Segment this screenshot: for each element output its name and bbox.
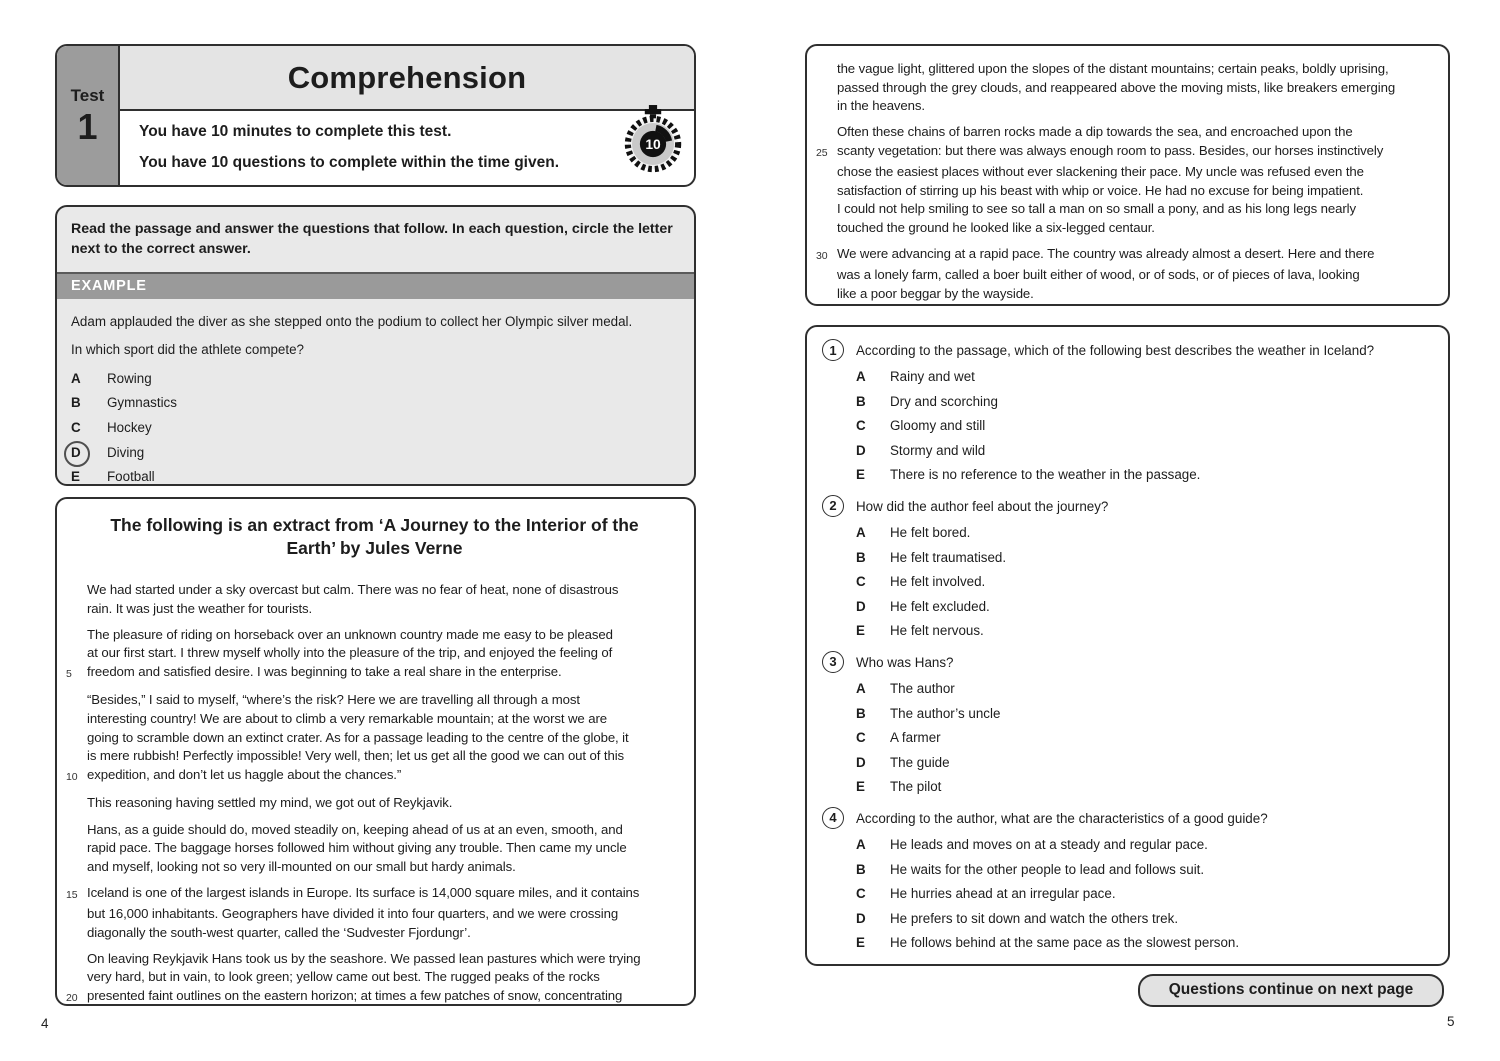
option-letter: B xyxy=(856,861,866,877)
passage-line-text: freedom and satisfied desire. I was beginning to take a real share in the enterprise. xyxy=(87,663,562,679)
answer-option xyxy=(856,931,1438,956)
passage-line-text: Often these chains of barren rocks made a dip towards the sea, and encroached upon the xyxy=(837,124,1353,140)
option-letter: D xyxy=(856,442,866,458)
passage-line xyxy=(813,245,1442,266)
passage-line-text: On leaving Reykjavik Hans took us by the seashore. We passed lean pastures which were trying xyxy=(87,950,641,966)
passage-line-text: “Besides,” I said to myself, “where’s the risk? Here we are travelling all through a most xyxy=(87,692,580,708)
option-text: Rowing xyxy=(107,370,152,386)
option-text: Gloomy and still xyxy=(890,418,986,434)
passage-line xyxy=(63,821,686,840)
passage-line xyxy=(63,581,686,600)
passage-paragraph xyxy=(63,626,686,684)
option-text: Football xyxy=(107,469,155,485)
answer-option xyxy=(856,414,1438,439)
option-letter: E xyxy=(856,779,865,795)
question-options xyxy=(822,833,1438,956)
passage-box xyxy=(55,497,696,1006)
option-letter: A xyxy=(856,680,866,696)
rubric-line-2: You have 10 questions to complete within the time given. xyxy=(139,154,560,171)
passage-line-text: This reasoning having settled my mind, we got out of Reykjavik. xyxy=(87,795,453,811)
passage-line xyxy=(63,747,686,766)
option-letter: C xyxy=(71,419,81,435)
line-number: 30 xyxy=(816,250,828,263)
line-number xyxy=(63,924,87,943)
line-number xyxy=(63,905,87,924)
line-number: 10 xyxy=(66,771,78,784)
answer-option xyxy=(856,833,1438,858)
line-number xyxy=(63,729,87,748)
question-text: According to the author, what are the characteristics of a good guide? xyxy=(856,810,1268,826)
passage-line-text: Iceland is one of the largest islands in Europe. Its surface is 14,000 square miles, and it contains xyxy=(87,884,640,900)
line-number xyxy=(63,644,87,663)
option-text: There is no reference to the weather in the passage. xyxy=(890,467,1201,483)
option-letter: D xyxy=(856,910,866,926)
passage-paragraph xyxy=(63,950,686,1008)
passage-line-text: diagonally the south-west quarter, called the ‘Sudvester Fjordungr’. xyxy=(87,924,471,940)
passage-line xyxy=(63,691,686,710)
question-item xyxy=(822,497,1438,644)
test-number-tab xyxy=(57,46,120,185)
answer-option xyxy=(856,726,1438,751)
example-option xyxy=(71,441,680,466)
passage-line-text: was a lonely farm, called a boer built either of wood, or of sods, or of pieces of lava, looking xyxy=(837,266,1360,282)
option-letter: B xyxy=(856,705,866,721)
question-item xyxy=(822,653,1438,800)
line-number xyxy=(63,581,87,600)
option-text: He hurries ahead at an irregular pace. xyxy=(890,886,1116,902)
passage-line-text: expedition, and don’t let us haggle about the chances.” xyxy=(87,766,402,782)
line-number xyxy=(63,747,87,766)
passage-body xyxy=(63,581,686,1008)
example-option xyxy=(71,416,680,441)
option-text: The author’s uncle xyxy=(890,705,1001,721)
passage-line xyxy=(813,163,1442,182)
option-letter: B xyxy=(856,549,866,565)
question-head xyxy=(822,341,1438,361)
passage-line-text: satisfaction of stirring up his beast with whip or voice. He had no excuse for being impatient. xyxy=(837,182,1364,198)
passage-line-text: We had started under a sky overcast but calm. There was no fear of heat, none of disastrous xyxy=(87,582,619,597)
line-number: 20 xyxy=(66,992,78,1005)
line-number xyxy=(813,163,837,182)
timer-value: 10 xyxy=(645,135,661,152)
answer-option xyxy=(856,775,1438,800)
passage-line-text: The pleasure of riding on horseback over an unknown country made me easy to be pleased xyxy=(87,626,613,642)
passage-line-text: is mere rubbish! Perfectly impossible! Very well, then; let us get all the good we can out of this xyxy=(87,748,625,764)
option-letter: D xyxy=(856,754,866,770)
option-text: He prefers to sit down and watch the others trek. xyxy=(890,910,1179,926)
passage-title xyxy=(81,514,668,560)
passage-line xyxy=(813,182,1442,201)
passage-line-text: interesting country! We are about to climb a very remarkable mountain; at the worst we are xyxy=(87,711,607,727)
option-text: Diving xyxy=(107,444,145,460)
option-letter: A xyxy=(856,836,866,852)
passage-line xyxy=(63,858,686,877)
line-number xyxy=(63,839,87,858)
line-number: 25 xyxy=(816,147,828,160)
title-band xyxy=(120,46,694,111)
option-text: The guide xyxy=(890,754,950,770)
passage-line xyxy=(63,884,686,905)
header-right xyxy=(120,46,694,185)
question-text: Who was Hans? xyxy=(856,654,954,670)
answer-option xyxy=(856,858,1438,883)
question-options xyxy=(822,677,1438,800)
question-item xyxy=(822,809,1438,956)
passage-paragraph xyxy=(813,123,1442,237)
passage-line-text: and myself, looking not so very ill-mounted on our small but hardy animals. xyxy=(87,858,516,874)
passage-line xyxy=(63,905,686,924)
option-text: Hockey xyxy=(107,419,152,435)
line-number xyxy=(813,79,837,98)
passage-line-text: the vague light, glittered upon the slopes of the distant mountains; certain peaks, boldly uprising, xyxy=(837,61,1389,76)
option-letter: E xyxy=(856,935,865,951)
passage-line-text: but 16,000 inhabitants. Geographers have divided it into four quarters, and we were crossing xyxy=(87,905,619,921)
passage-line-text: rain. It was just the weather for tourists. xyxy=(87,600,313,616)
passage-line-text: going to scramble down an extinct crater. As for a passage leading to the centre of the globe, it xyxy=(87,729,629,745)
option-letter: C xyxy=(856,730,866,746)
passage-line xyxy=(63,600,686,619)
option-text: The author xyxy=(890,680,955,696)
option-letter: C xyxy=(856,418,866,434)
line-number xyxy=(63,794,87,813)
answer-option xyxy=(856,677,1438,702)
passage-line xyxy=(63,950,686,969)
passage-line xyxy=(813,266,1442,285)
option-text: He follows behind at the same pace as the slowest person. xyxy=(890,935,1240,951)
test-header xyxy=(55,44,696,187)
page-title: Comprehension xyxy=(287,59,527,95)
example-sentence: Adam applauded the diver as she stepped onto the podium to collect her Olympic silver medal. xyxy=(71,313,633,329)
questions-continue-banner: Questions continue on next page xyxy=(1138,974,1444,1007)
option-letter: E xyxy=(856,623,865,639)
option-letter: E xyxy=(71,469,80,485)
passage-line-text: at our first start. I threw myself wholly into the pleasure of the trip, and enjoyed the feeling of xyxy=(87,645,613,661)
answer-option xyxy=(856,570,1438,595)
passage-line xyxy=(63,663,686,684)
option-text: Rainy and wet xyxy=(890,369,975,384)
test-rubric xyxy=(120,111,694,185)
option-text: He felt excluded. xyxy=(890,598,990,614)
example-option xyxy=(71,391,680,416)
questions-box xyxy=(805,325,1450,966)
line-number xyxy=(813,60,837,79)
option-letter: A xyxy=(856,524,866,540)
passage-line xyxy=(63,987,686,1008)
answer-option xyxy=(856,463,1438,488)
answer-option xyxy=(856,619,1438,644)
passage-line xyxy=(63,794,686,813)
passage-line-text: touched the ground he looked like a six-legged centaur. xyxy=(837,219,1155,235)
question-options xyxy=(822,365,1438,488)
page-number-right: 5 xyxy=(1447,1014,1455,1029)
passage-line-text: passed through the grey clouds, and reappeared above the moving mists, like breakers emerging xyxy=(837,79,1396,95)
page-number-left: 4 xyxy=(41,1016,49,1031)
line-number xyxy=(63,710,87,729)
passage-line-text: We were advancing at a rapid pace. The country was already almost a desert. Here and there xyxy=(837,245,1375,261)
answer-option xyxy=(856,702,1438,727)
passage-line xyxy=(63,729,686,748)
passage-title-line-1: The following is an extract from ‘A Journey to the Interior of the xyxy=(110,515,639,535)
passage-line xyxy=(813,60,1442,79)
passage-line xyxy=(63,924,686,943)
option-letter: C xyxy=(856,886,866,902)
option-letter: E xyxy=(856,467,865,483)
option-text: He felt involved. xyxy=(890,574,986,590)
line-number xyxy=(813,200,837,219)
passage-line xyxy=(813,219,1442,238)
passage-line xyxy=(63,626,686,645)
passage-title-line-2: Earth’ by Jules Verne xyxy=(286,538,463,558)
rubric-line-1: You have 10 minutes to complete this test. xyxy=(139,123,452,140)
option-letter: D xyxy=(856,598,866,614)
passage-line xyxy=(813,79,1442,98)
line-number xyxy=(63,821,87,840)
answer-option xyxy=(856,365,1438,390)
example-body xyxy=(57,299,694,486)
answer-option xyxy=(856,521,1438,546)
passage-line xyxy=(63,644,686,663)
option-text: He felt nervous. xyxy=(890,623,984,639)
passage-paragraph xyxy=(813,245,1442,303)
line-number xyxy=(813,266,837,285)
passage-paragraph xyxy=(63,691,686,786)
option-letter: A xyxy=(71,370,81,386)
stopwatch-icon xyxy=(617,104,689,184)
line-number xyxy=(813,182,837,201)
passage-paragraph xyxy=(813,60,1442,116)
passage-line-text: very hard, but in vain, to look green; yellow came out best. The rugged peaks of the rocks xyxy=(87,969,600,985)
test-label: Test xyxy=(70,86,105,105)
example-option xyxy=(71,367,680,392)
option-text: A farmer xyxy=(890,730,941,746)
line-number xyxy=(63,691,87,710)
line-number: 5 xyxy=(66,668,72,681)
question-head xyxy=(822,809,1438,829)
line-number xyxy=(813,123,837,142)
passage-line-text: scanty vegetation: but there was always enough room to pass. Besides, our horses instinctively xyxy=(837,142,1384,158)
passage-paragraph xyxy=(63,821,686,877)
instructions-text: Read the passage and answer the questions that follow. In each question, circle the letter next to the correct answer. xyxy=(71,221,673,257)
passage-line-text: like a poor beggar by the wayside. xyxy=(837,285,1034,301)
example-question: In which sport did the athlete compete? xyxy=(71,341,304,357)
passage-line-text: rapid pace. The baggage horses followed him without giving any trouble. Then came my uncle xyxy=(87,840,627,856)
line-number xyxy=(813,97,837,116)
test-number: 1 xyxy=(77,106,98,147)
line-number xyxy=(63,600,87,619)
circled-answer-letter: D xyxy=(71,441,107,466)
passage-continuation-box xyxy=(805,44,1450,306)
answer-option xyxy=(856,751,1438,776)
passage-paragraph xyxy=(63,581,686,618)
passage-line xyxy=(63,766,686,787)
question-head xyxy=(822,653,1438,673)
line-number xyxy=(63,858,87,877)
passage-paragraph xyxy=(63,884,686,942)
passage-line-text: presented faint outlines on the eastern horizon; at times a few patches of snow, concentrating xyxy=(87,987,623,1003)
answer-option xyxy=(856,595,1438,620)
passage-line-text: Hans, as a guide should do, moved steadily on, keeping ahead of us at an even, smooth, and xyxy=(87,821,623,837)
answer-option xyxy=(856,390,1438,415)
question-number-badge: 4 xyxy=(822,807,844,829)
question-number-badge: 1 xyxy=(822,339,844,361)
passage-line xyxy=(63,710,686,729)
question-options xyxy=(822,521,1438,644)
option-text: He felt traumatised. xyxy=(890,549,1007,565)
question-number-badge: 3 xyxy=(822,651,844,673)
line-number: 15 xyxy=(66,889,78,902)
answer-option xyxy=(856,546,1438,571)
option-text: Gymnastics xyxy=(107,395,177,411)
passage-line xyxy=(63,968,686,987)
line-number xyxy=(813,219,837,238)
question-head xyxy=(822,497,1438,517)
answer-option xyxy=(856,907,1438,932)
option-text: The pilot xyxy=(890,779,942,795)
passage-line-text: chose the easiest places without ever slackening their pace. My uncle was refused even the xyxy=(837,163,1364,179)
passage-line-text: in the heavens. xyxy=(837,98,925,114)
passage-line-text: I could not help smiling to see so tall a man on so small a pony, and as his long legs nearly xyxy=(837,201,1356,217)
example-option xyxy=(71,465,680,486)
option-letter: B xyxy=(71,395,81,411)
option-letter: A xyxy=(856,369,866,384)
question-item xyxy=(822,341,1438,488)
option-text: He leads and moves on at a steady and regular pace. xyxy=(890,836,1208,852)
passage-line xyxy=(63,839,686,858)
example-heading: EXAMPLE xyxy=(57,272,694,299)
question-number-badge: 2 xyxy=(822,495,844,517)
answer-option xyxy=(856,882,1438,907)
option-text: He waits for the other people to lead and follows suit. xyxy=(890,861,1205,877)
answer-option xyxy=(856,439,1438,464)
example-options xyxy=(71,367,680,486)
passage-paragraph xyxy=(63,794,686,813)
option-letter: B xyxy=(856,393,866,409)
passage-line xyxy=(813,97,1442,116)
line-number xyxy=(63,968,87,987)
passage-line xyxy=(813,285,1442,304)
question-text: How did the author feel about the journey? xyxy=(856,498,1109,514)
line-number xyxy=(63,950,87,969)
option-text: He felt bored. xyxy=(890,524,971,540)
option-letter: C xyxy=(856,574,866,590)
instructions-box xyxy=(55,205,696,486)
question-text: According to the passage, which of the following best describes the weather in Iceland? xyxy=(856,343,1375,358)
line-number xyxy=(63,626,87,645)
passage-line xyxy=(813,142,1442,163)
passage-line xyxy=(813,123,1442,142)
passage-line xyxy=(813,200,1442,219)
line-number xyxy=(813,285,837,304)
option-text: Dry and scorching xyxy=(890,393,998,409)
option-text: Stormy and wild xyxy=(890,442,986,458)
